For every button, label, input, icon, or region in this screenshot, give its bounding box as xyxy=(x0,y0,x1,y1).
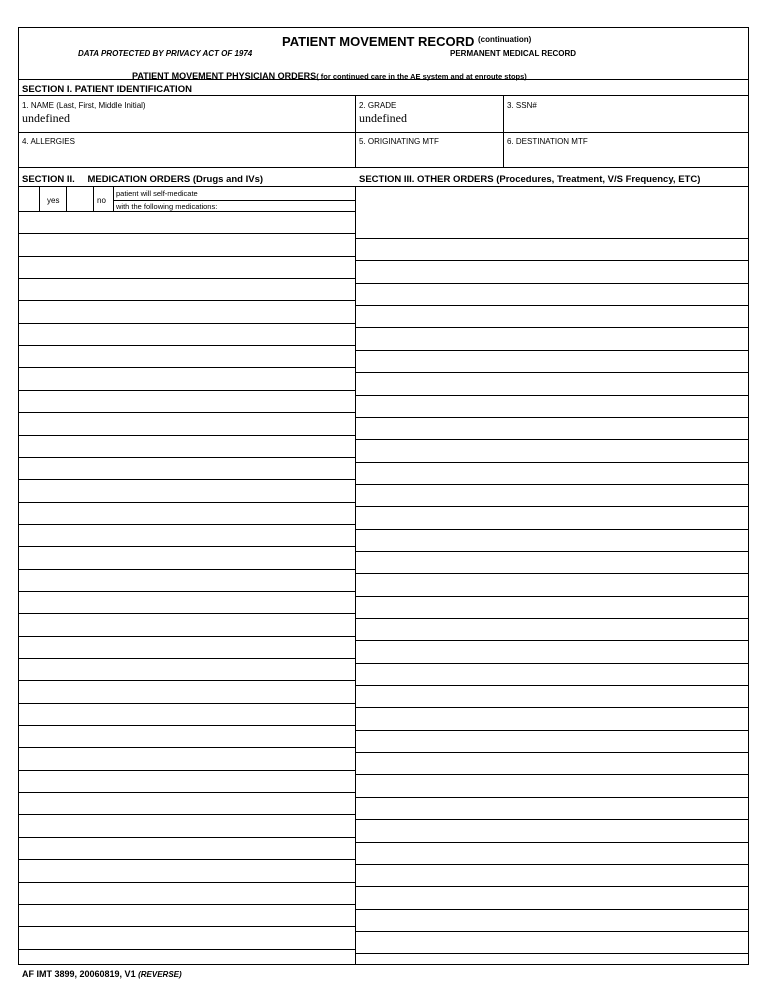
other-order-line[interactable] xyxy=(355,953,748,954)
other-order-line[interactable] xyxy=(355,573,748,574)
yes-label: yes xyxy=(47,196,60,205)
other-order-line[interactable] xyxy=(355,439,748,440)
destination-mtf-field[interactable] xyxy=(507,137,588,146)
medication-order-line[interactable] xyxy=(19,457,355,458)
other-order-line[interactable] xyxy=(355,260,748,261)
other-order-line[interactable] xyxy=(355,909,748,910)
other-order-line[interactable] xyxy=(355,663,748,664)
name-label: 1. NAME (Last, First, Middle Initial) xyxy=(22,101,146,110)
section2-heading-num: SECTION II. xyxy=(22,174,75,185)
form-reverse-label: (REVERSE) xyxy=(138,970,182,979)
medication-order-line[interactable] xyxy=(19,792,355,793)
section-heading-divider xyxy=(19,186,748,187)
privacy-act-notice: DATA PROTECTED BY PRIVACY ACT OF 1974 xyxy=(78,49,253,58)
medication-order-line[interactable] xyxy=(19,613,355,614)
no-checkbox[interactable] xyxy=(66,186,93,211)
other-order-line[interactable] xyxy=(355,640,748,641)
allergies-field[interactable] xyxy=(22,137,75,146)
name-value[interactable]: undefined xyxy=(22,111,70,125)
grade-field[interactable] xyxy=(359,101,407,126)
grade-label: 2. GRADE xyxy=(359,101,397,110)
other-order-line[interactable] xyxy=(355,506,748,507)
other-order-line[interactable] xyxy=(355,417,748,418)
medication-order-line[interactable] xyxy=(19,233,355,234)
yes-box-left xyxy=(39,186,40,211)
medication-order-line[interactable] xyxy=(19,703,355,704)
other-order-line[interactable] xyxy=(355,797,748,798)
section3-heading: SECTION III. OTHER ORDERS (Procedures, Treatment, V/S Frequency, ETC) xyxy=(359,174,701,185)
patient-movement-form xyxy=(18,27,749,965)
medication-order-line[interactable] xyxy=(19,949,355,950)
originating-mtf-field[interactable] xyxy=(359,137,439,146)
section1-divider-b xyxy=(503,95,504,167)
other-order-line[interactable] xyxy=(355,238,748,239)
yes-checkbox[interactable] xyxy=(19,186,39,211)
self-medicate-line2: with the following medications: xyxy=(116,202,218,211)
other-order-line[interactable] xyxy=(355,395,748,396)
other-order-line[interactable] xyxy=(355,327,748,328)
grade-value[interactable]: undefined xyxy=(359,111,407,125)
orders-title-text: PATIENT MOVEMENT PHYSICIAN ORDERS xyxy=(132,71,317,81)
medication-order-line[interactable] xyxy=(19,323,355,324)
medication-order-line[interactable] xyxy=(19,524,355,525)
section2-heading-text: MEDICATION ORDERS (Drugs and IVs) xyxy=(87,174,264,185)
other-order-line[interactable] xyxy=(355,707,748,708)
orders-title xyxy=(132,66,527,84)
other-order-line[interactable] xyxy=(355,730,748,731)
ssn-field[interactable] xyxy=(507,101,537,110)
medication-order-line[interactable] xyxy=(19,680,355,681)
medication-order-line[interactable] xyxy=(19,814,355,815)
other-order-line[interactable] xyxy=(355,305,748,306)
form-title-text: PATIENT MOVEMENT RECORD xyxy=(282,34,475,49)
self-medicate-line1: patient will self-medicate xyxy=(116,189,198,198)
other-order-line[interactable] xyxy=(355,864,748,865)
section1-heading: SECTION I. PATIENT IDENTIFICATION xyxy=(22,84,192,95)
form-id: AF IMT 3899, 20060819, V1 xyxy=(22,969,136,979)
medication-order-line[interactable] xyxy=(19,837,355,838)
section1-row-divider xyxy=(19,132,748,133)
orders-column-divider xyxy=(355,186,356,965)
form-footer xyxy=(22,969,182,979)
orders-title-note: ( for continued care in the AE system and at enroute stops) xyxy=(316,72,527,81)
other-order-line[interactable] xyxy=(355,462,748,463)
self-med-divider xyxy=(113,186,114,211)
other-order-line[interactable] xyxy=(355,551,748,552)
other-order-line[interactable] xyxy=(355,886,748,887)
medication-order-line[interactable] xyxy=(19,904,355,905)
medication-order-line[interactable] xyxy=(19,859,355,860)
no-box-right xyxy=(93,186,94,211)
other-order-line[interactable] xyxy=(355,529,748,530)
other-order-line[interactable] xyxy=(355,372,748,373)
medication-order-line[interactable] xyxy=(19,300,355,301)
medication-order-line[interactable] xyxy=(19,479,355,480)
other-order-line[interactable] xyxy=(355,618,748,619)
ssn-label: 3. SSN# xyxy=(507,101,537,110)
section1-divider-a xyxy=(355,95,356,167)
medication-order-line[interactable] xyxy=(19,747,355,748)
section1-heading-divider xyxy=(19,95,748,96)
other-order-line[interactable] xyxy=(355,596,748,597)
self-medicate-underline xyxy=(113,200,355,201)
medication-order-line[interactable] xyxy=(19,658,355,659)
section2-heading xyxy=(22,174,263,185)
other-order-line[interactable] xyxy=(355,685,748,686)
form-title-suffix: (continuation) xyxy=(477,35,532,44)
other-order-line[interactable] xyxy=(355,484,748,485)
medication-order-line[interactable] xyxy=(19,345,355,346)
medication-order-line[interactable] xyxy=(19,278,355,279)
form-title xyxy=(282,34,531,49)
other-order-line[interactable] xyxy=(355,819,748,820)
self-medicate-bottom xyxy=(19,211,355,212)
medication-order-line[interactable] xyxy=(19,591,355,592)
no-label: no xyxy=(97,196,106,205)
header-divider xyxy=(19,79,748,80)
medication-order-line[interactable] xyxy=(19,770,355,771)
destination-mtf-label: 6. DESTINATION MTF xyxy=(507,137,588,146)
medication-order-line[interactable] xyxy=(19,390,355,391)
other-order-line[interactable] xyxy=(355,350,748,351)
medication-order-line[interactable] xyxy=(19,435,355,436)
originating-mtf-label: 5. ORIGINATING MTF xyxy=(359,137,439,146)
medication-order-line[interactable] xyxy=(19,367,355,368)
allergies-label: 4. ALLERGIES xyxy=(22,137,75,146)
section1-bottom-divider xyxy=(19,167,748,168)
other-order-line[interactable] xyxy=(355,752,748,753)
medication-order-line[interactable] xyxy=(19,546,355,547)
medication-order-line[interactable] xyxy=(19,569,355,570)
other-order-line[interactable] xyxy=(355,931,748,932)
other-order-line[interactable] xyxy=(355,842,748,843)
other-order-line[interactable] xyxy=(355,774,748,775)
medication-order-line[interactable] xyxy=(19,725,355,726)
medication-order-line[interactable] xyxy=(19,256,355,257)
medication-order-line[interactable] xyxy=(19,412,355,413)
medication-order-line[interactable] xyxy=(19,882,355,883)
medication-order-line[interactable] xyxy=(19,636,355,637)
other-order-line[interactable] xyxy=(355,283,748,284)
medication-order-line[interactable] xyxy=(19,926,355,927)
permanent-record-label: PERMANENT MEDICAL RECORD xyxy=(450,49,577,58)
name-field[interactable] xyxy=(22,101,146,126)
medication-order-line[interactable] xyxy=(19,502,355,503)
